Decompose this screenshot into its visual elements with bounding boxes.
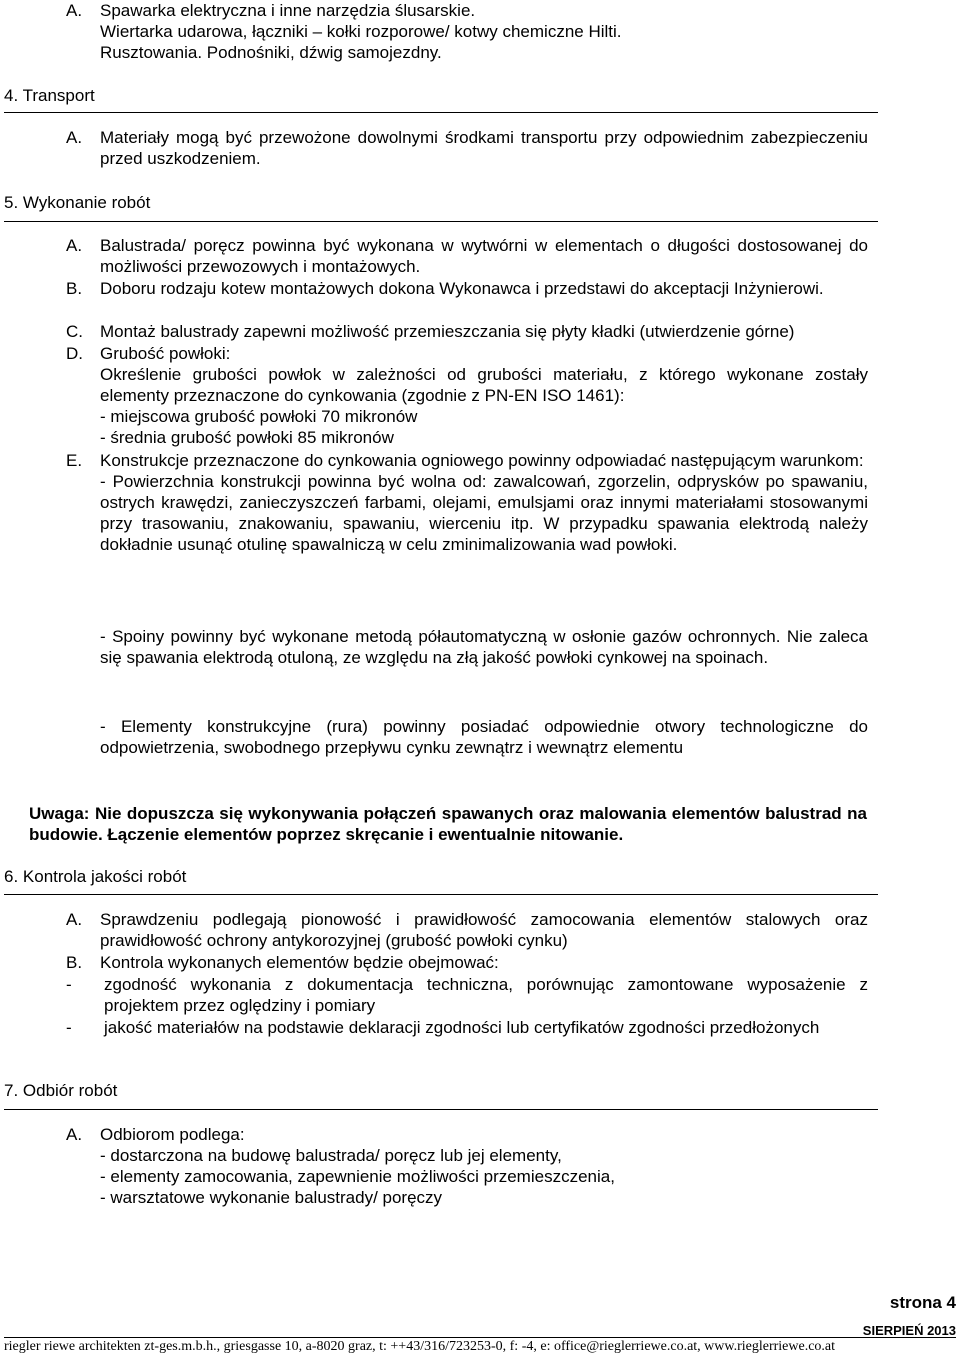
item-text: zgodność wykonania z dokumentacja techniczna, porównując zamontowane wyposażenie z projektem przez oględziny i pomiary — [104, 975, 868, 1015]
section-heading-quality-control: 6. Kontrola jakości robót — [4, 867, 187, 886]
footer-date: SIERPIEŃ 2013 — [862, 1323, 956, 1338]
item-text: Montaż balustrady zapewni możliwość przemieszczania się płyty kładki (utwierdzenie górne) — [100, 322, 795, 341]
item-marker: D. — [66, 344, 83, 363]
item-title: Grubość powłoki: — [100, 344, 231, 363]
coating-thickness-line: - średnia grubość powłoki 85 mikronów — [100, 428, 394, 447]
acceptance-item-a — [66, 1124, 868, 1208]
section-divider — [4, 221, 878, 222]
item-text: Odbiorom podlega: — [100, 1125, 245, 1144]
item-text: Kontrola wykonanych elementów będzie obejmować: — [100, 953, 499, 972]
section-divider — [4, 894, 878, 895]
quality-check-item — [66, 974, 868, 1016]
quality-item-a — [66, 909, 868, 951]
warning-note: Uwaga: Nie dopuszcza się wykonywania połączeń spawanych oraz malowania elementów balustrad na budowie. Łączenie elementów poprzez skręcanie i ewentualnie nitowanie. — [29, 804, 867, 844]
requirement-paragraph: - Elementy konstrukcyjne (rura) powinny posiadać odpowiednie otwory technologiczne do odpowietrzenia, swobodnego przepływu cynku zewnątrz i wewnątrz elementu — [100, 717, 868, 757]
section-heading-execution: 5. Wykonanie robót — [4, 193, 151, 212]
item-text: Doboru rodzaju kotew montażowych dokona Wykonawca i przedstawi do akceptacji Inżynierowi. — [100, 279, 824, 298]
section-divider — [4, 1109, 878, 1110]
execution-item-e — [66, 450, 868, 555]
equipment-line: Rusztowania. Podnośniki, dźwig samojezdny. — [100, 43, 442, 62]
top-equipment-item — [66, 0, 868, 63]
requirement-paragraph: - Powierzchnia konstrukcji powinna być wolna od: zawalcowań, zgorzelin, odprysków po spawaniu, ostrych krawędzi, zanieczyszczeń farbami, olejami, emulsjami oraz innymi materiałami stosowanymi przy trasowaniu, znakowaniu, spawaniu, wierceniu itp. W przypadku spawania elektrodą należy dokładnie usunąć otulinę spawalniczą w celu zminimalizowania wad powłoki. — [100, 472, 868, 554]
item-marker: E. — [66, 451, 83, 470]
equipment-line: Wiertarka udarowa, łączniki – kołki rozporowe/ kotwy chemiczne Hilti. — [100, 22, 622, 41]
item-text: Określenie grubości powłok w zależności od grubości materiału, z którego wykonane zostały elementy przeznaczone do cynkowania (zgodnie z PN-EN ISO 1461): — [100, 365, 868, 405]
acceptance-line: - elementy zamocowania, zapewnienie możliwości przemieszczenia, — [100, 1167, 615, 1186]
section-heading-acceptance: 7. Odbiór robót — [4, 1081, 118, 1100]
item-marker: A. — [66, 128, 83, 147]
execution-item-b — [66, 278, 868, 299]
section-heading-transport: 4. Transport — [4, 86, 95, 105]
item-text: Materiały mogą być przewożone dowolnymi środkami transportu przy odpowiednim zabezpieczeniu przed uszkodzeniem. — [100, 128, 868, 168]
section-divider — [4, 112, 878, 113]
item-text: Konstrukcje przeznaczone do cynkowania ogniowego powinny odpowiadać następującym warunkom: — [100, 451, 864, 470]
item-text: jakość materiałów na podstawie deklaracji zgodności lub certyfikatów zgodności przedłożonych — [104, 1018, 820, 1037]
item-marker: B. — [66, 953, 83, 972]
item-text: Balustrada/ poręcz powinna być wykonana w wytwórni w elementach o długości dostosowanej do możliwości przewozowych i montażowych. — [100, 236, 868, 276]
quality-check-item — [66, 1017, 868, 1038]
item-marker: B. — [66, 279, 83, 298]
page-number: strona 4 — [889, 1293, 956, 1312]
quality-item-b — [66, 952, 868, 973]
item-text: Sprawdzeniu podlegają pionowość i prawidłowość zamocowania elementów stalowych oraz prawidłowość ochrony antykorozyjnej (grubość powłoki cynku) — [100, 910, 868, 950]
acceptance-line: - dostarczona na budowę balustrada/ poręcz lub jej elementy, — [100, 1146, 562, 1165]
coating-thickness-line: - miejscowa grubość powłoki 70 mikronów — [100, 407, 418, 426]
item-marker: - — [66, 1018, 72, 1037]
execution-item-d — [66, 343, 868, 448]
equipment-line: Spawarka elektryczna i inne narzędzia ślusarskie. — [100, 1, 476, 20]
transport-item-a — [66, 127, 868, 169]
execution-item-c — [66, 321, 868, 342]
item-marker: A. — [66, 236, 83, 255]
item-marker: A. — [66, 910, 83, 929]
execution-item-a — [66, 235, 868, 277]
item-marker: A. — [66, 1, 83, 20]
item-marker: A. — [66, 1125, 83, 1144]
acceptance-line: - warsztatowe wykonanie balustrady/ poręczy — [100, 1188, 443, 1207]
item-marker: C. — [66, 322, 83, 341]
item-marker: - — [66, 975, 72, 994]
requirement-paragraph: - Spoiny powinny być wykonane metodą półautomatyczną w osłonie gazów ochronnych. Nie zaleca się spawania elektrodą otuloną, ze względu na złą jakość powłoki cynkowej na spoinach. — [100, 627, 868, 667]
footer-address: riegler riewe architekten zt-ges.m.b.h., griesgasse 10, a-8020 graz, t: ++43/316/723253-0, f: -4, e: office@rieglerriewe.co.at, www.rieglerriewe.co.at — [4, 1339, 836, 1354]
